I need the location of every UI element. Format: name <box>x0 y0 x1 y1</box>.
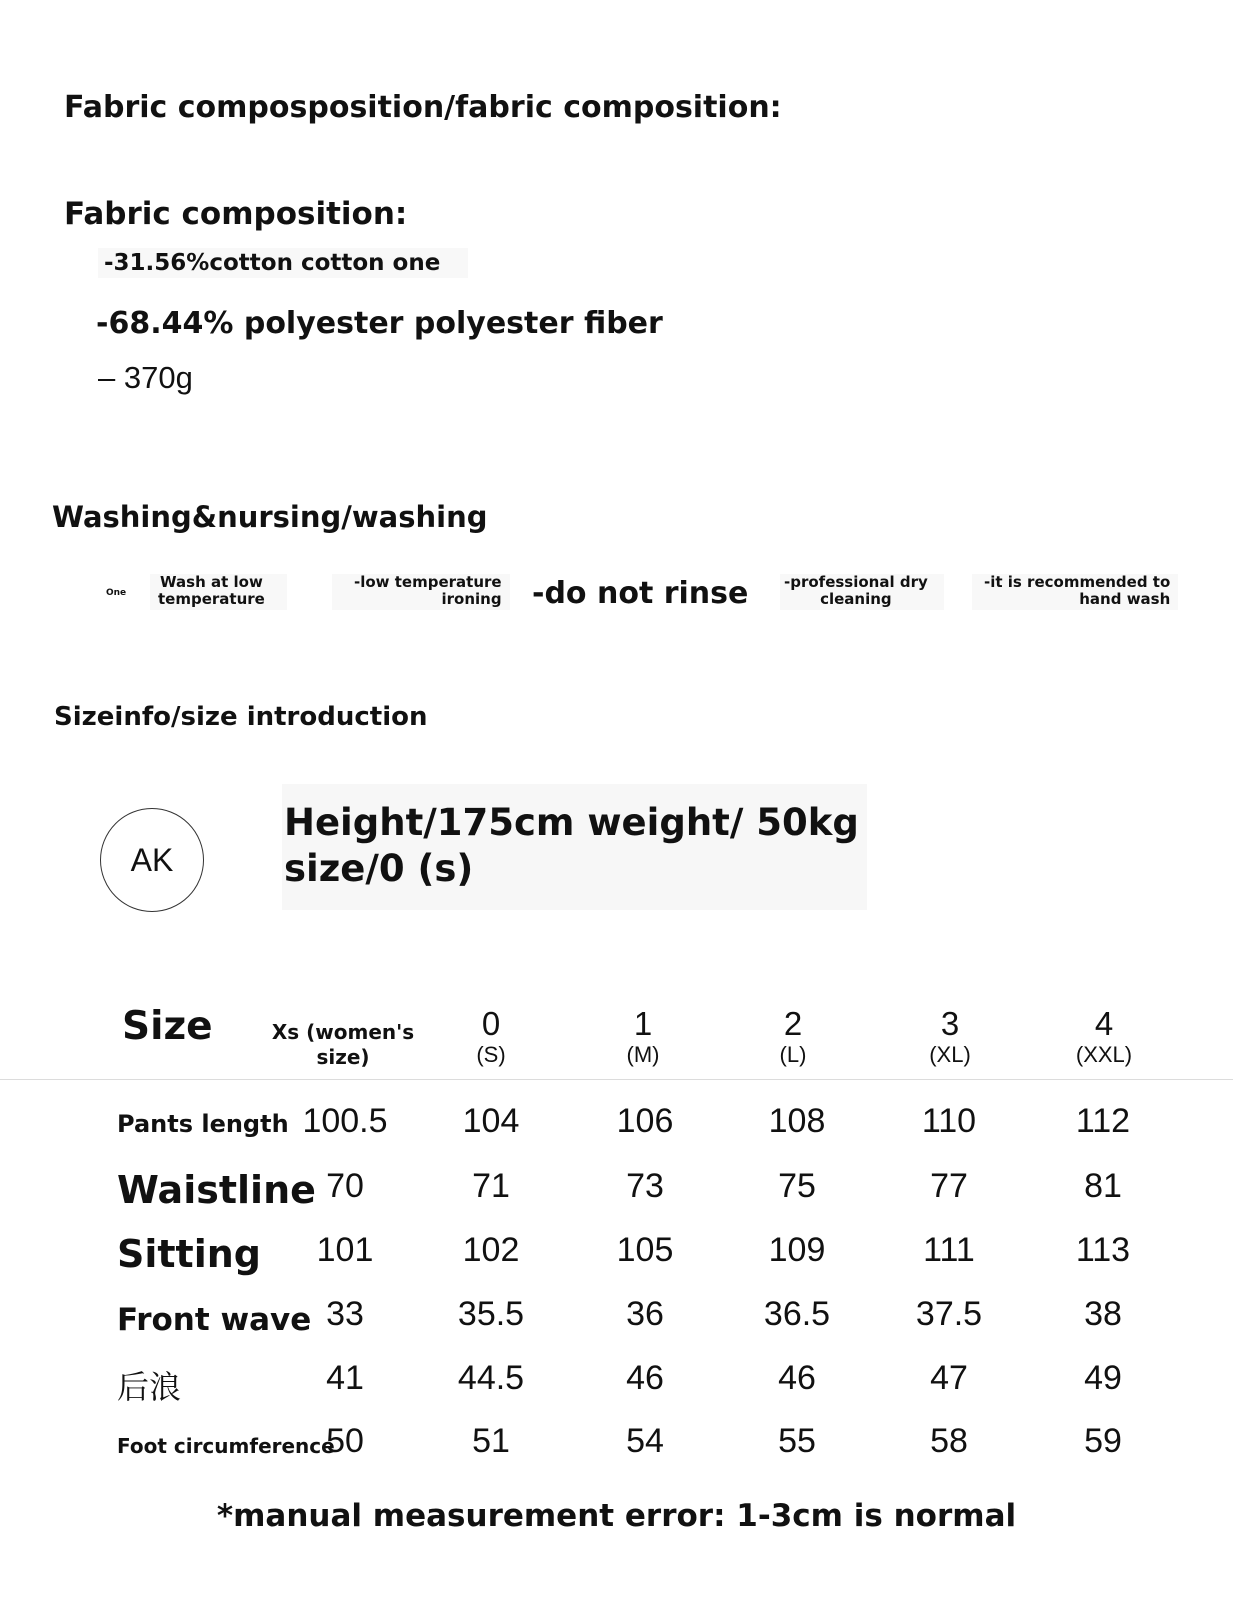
table-cell: 36.5 <box>763 1295 831 1333</box>
table-cell: 109 <box>768 1231 826 1269</box>
table-cell: 38 <box>1084 1295 1122 1333</box>
washing-item-dry-cleaning: -professional dry cleaning <box>780 574 944 610</box>
row-label-sitting: Sitting <box>117 1232 262 1276</box>
measurement-note: *manual measurement error: 1-3cm is normal <box>216 1498 1017 1534</box>
model-info <box>282 784 867 910</box>
table-cell: 58 <box>930 1422 968 1460</box>
table-cell: 44.5 <box>457 1359 525 1397</box>
table-cell: 37.5 <box>915 1295 983 1333</box>
table-cell: 70 <box>326 1167 364 1205</box>
table-cell: 47 <box>930 1359 968 1397</box>
row-label-foot-circumference: Foot circumference <box>117 1434 335 1458</box>
fabric-cotton-line: -31.56%cotton cotton one <box>98 248 468 278</box>
table-cell: 106 <box>616 1102 674 1140</box>
table-cell: 49 <box>1084 1359 1122 1397</box>
table-cell: 55 <box>778 1422 816 1460</box>
table-cell: 73 <box>626 1167 664 1205</box>
size-column-3: 3 (XL) <box>929 1005 971 1067</box>
table-cell: 71 <box>472 1167 510 1205</box>
table-cell: 104 <box>462 1102 520 1140</box>
table-cell: 59 <box>1084 1422 1122 1460</box>
model-avatar: AK <box>100 808 204 912</box>
table-divider <box>0 1079 1233 1080</box>
table-cell: 46 <box>778 1359 816 1397</box>
table-cell: 77 <box>930 1167 968 1205</box>
table-cell: 108 <box>768 1102 826 1140</box>
model-size: size/0 (s) <box>284 847 474 890</box>
row-label-back-rise: 后浪 <box>117 1368 182 1406</box>
table-cell: 54 <box>626 1422 664 1460</box>
table-cell: 75 <box>778 1167 816 1205</box>
row-label-pants-length: Pants length <box>117 1110 289 1138</box>
sizeinfo-heading: Sizeinfo/size introduction <box>54 702 428 732</box>
fabric-weight-line: – 370g <box>98 360 193 395</box>
table-cell: 101 <box>316 1231 374 1269</box>
fabric-subheading: Fabric composition: <box>64 196 408 232</box>
table-cell: 110 <box>921 1102 977 1140</box>
fabric-heading: Fabric composposition/fabric composition: <box>64 90 782 125</box>
table-cell: 35.5 <box>457 1295 525 1333</box>
table-cell: 81 <box>1084 1167 1122 1205</box>
table-cell: 36 <box>626 1295 664 1333</box>
washing-item-low-temp-wash: Wash at low temperature <box>150 574 287 610</box>
table-cell: 46 <box>626 1359 664 1397</box>
washing-item-low-temp-ironing: -low temperature ironing <box>332 574 510 610</box>
table-cell: 105 <box>616 1231 674 1269</box>
row-label-waistline: Waistline <box>117 1168 316 1212</box>
table-cell: 51 <box>472 1422 510 1460</box>
size-column-2: 2 (L) <box>779 1005 807 1067</box>
washing-item-do-not-rinse: -do not rinse <box>532 576 749 611</box>
table-cell: 113 <box>1075 1231 1131 1269</box>
size-column-4: 4 (XXL) <box>1075 1005 1133 1067</box>
table-cell: 33 <box>326 1295 364 1333</box>
table-cell: 111 <box>923 1231 975 1269</box>
size-column-xs: Xs (women's size) <box>271 1020 415 1069</box>
washing-tag-one: One <box>106 588 127 598</box>
table-cell: 41 <box>326 1359 364 1397</box>
table-cell: 50 <box>326 1422 364 1460</box>
model-height-weight: Height/175cm weight/ 50kg <box>284 801 859 844</box>
table-cell: 102 <box>462 1231 520 1269</box>
size-table-size-label: Size <box>122 1004 213 1049</box>
fabric-polyester-line: -68.44% polyester polyester fiber <box>96 306 663 341</box>
table-cell: 100.5 <box>302 1102 388 1140</box>
washing-item-hand-wash: -it is recommended to hand wash <box>972 574 1178 610</box>
size-column-0: 0 (S) <box>476 1005 506 1067</box>
washing-heading: Washing&nursing/washing <box>52 500 488 534</box>
row-label-front-wave: Front wave <box>117 1302 312 1338</box>
table-cell: 112 <box>1075 1102 1131 1140</box>
size-column-1: 1 (M) <box>626 1005 660 1067</box>
